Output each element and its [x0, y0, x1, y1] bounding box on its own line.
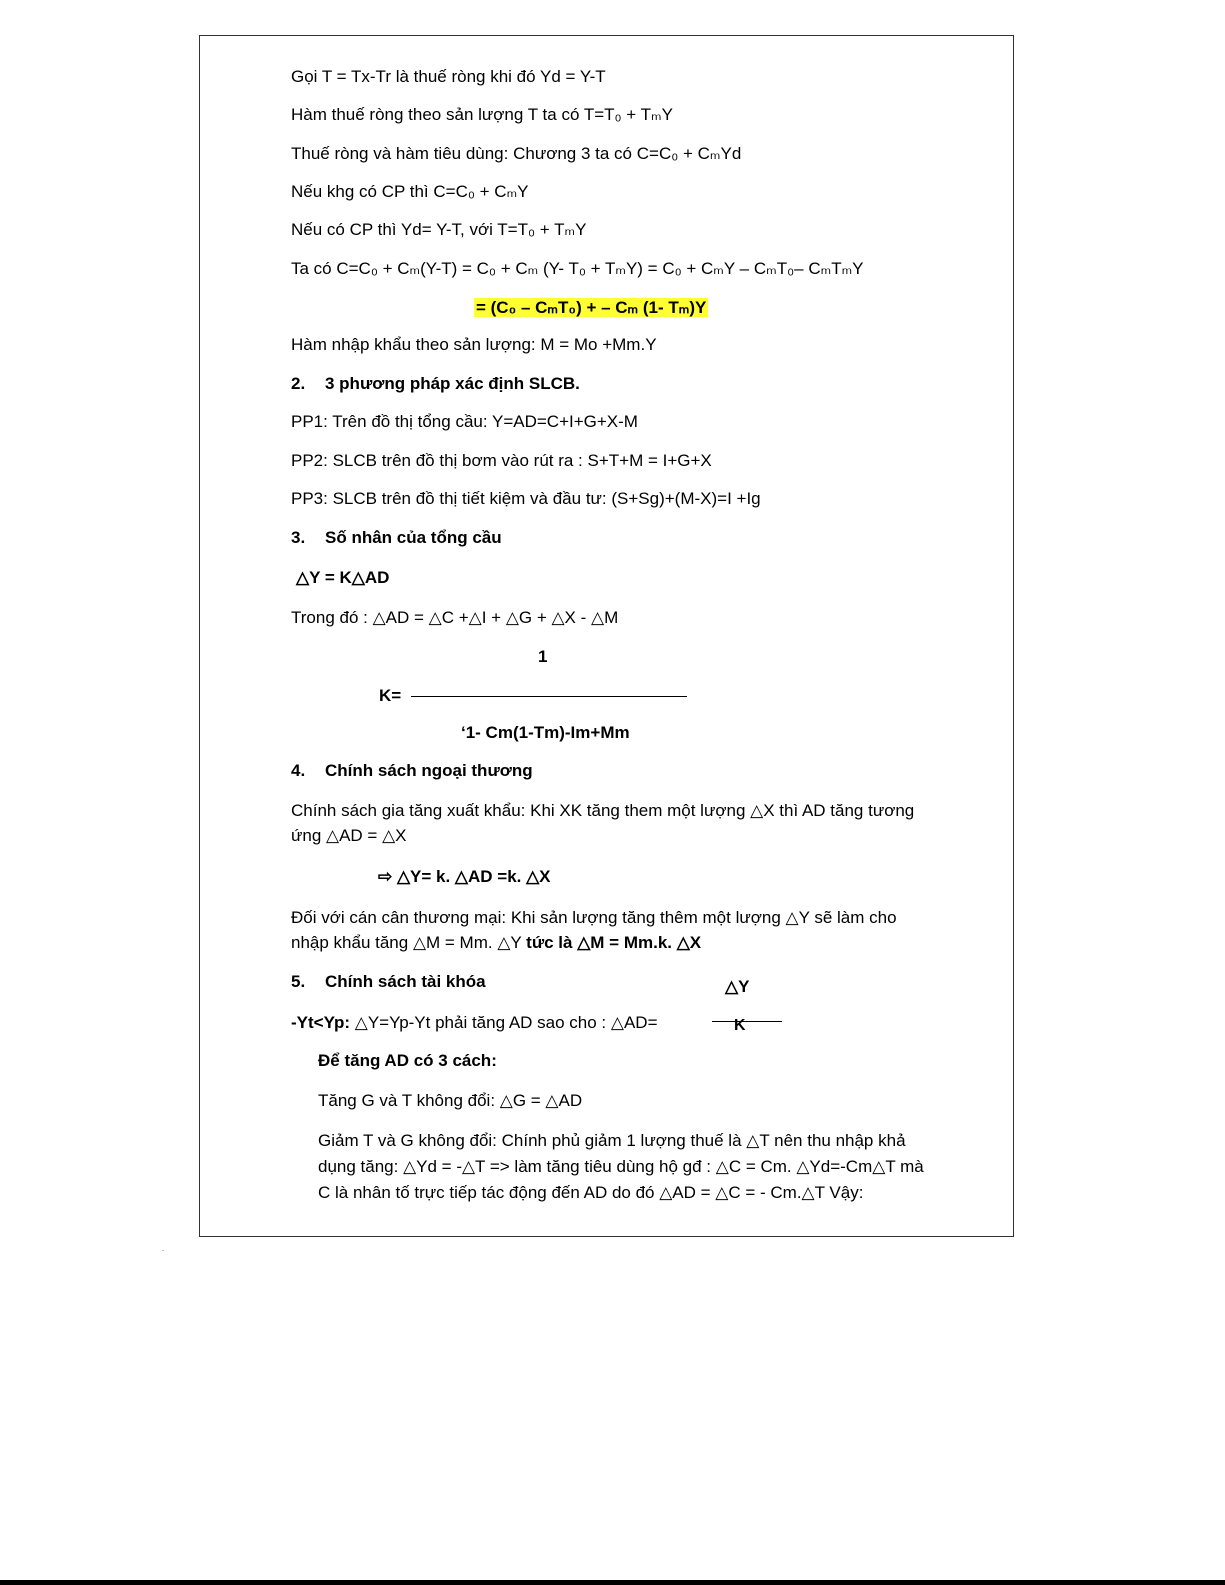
subheading: Để tăng AD có 3 cách: [318, 1051, 497, 1070]
text-line: Thuế ròng và hàm tiêu dùng: Chương 3 ta có C=C₀ + CₘYd [291, 144, 742, 163]
section-title: 3 phương pháp xác định SLCB. [325, 374, 580, 393]
text-line: C là nhân tố trực tiếp tác động đến AD do đó △AD = △C = - Cm.△T Vậy: [318, 1183, 864, 1202]
fraction-bar [411, 696, 687, 697]
text-line: Giảm T và G không đổi: Chính phủ giảm 1 lượng thuế là △T nên thu nhập khả [318, 1131, 906, 1150]
text-bold: tức là △M = Mm.k. △X [526, 933, 702, 952]
text-line: Gọi T = Tx-Tr là thuế ròng khi đó Yd = Y-T [291, 67, 606, 86]
section-number: 5. [291, 972, 306, 991]
condition-text: △Y=Yp-Yt phải tăng AD sao cho : △AD= [350, 1013, 658, 1032]
highlight-text: = (C₀ – CₘT₀) + – Cₘ (1- Tₘ)Y [476, 298, 707, 317]
condition-label: -Yt<Yp: [291, 1013, 351, 1032]
text-line [291, 933, 701, 953]
section-title: Chính sách ngoại thương [325, 761, 533, 780]
text-line: dụng tăng: △Yd = -△T => làm tăng tiêu dùng hộ gđ : △C = Cm. △Yd=-Cm△T mà [318, 1157, 924, 1176]
text-line: Đối với cán cân thương mại: Khi sản lượng tăng thêm một lượng △Y sẽ làm cho [291, 908, 897, 927]
fraction-numerator: 1 [538, 647, 548, 666]
text-line: Ta có C=C₀ + Cₘ(Y-T) = C₀ + Cₘ (Y- T₀ + TₘY) = C₀ + CₘY – CₘT₀– CₘTₘY [291, 259, 864, 278]
text-line: PP3: SLCB trên đồ thị tiết kiệm và đầu tư: (S+Sg)+(M-X)=I +Ig [291, 489, 761, 508]
scan-speck [162, 1250, 164, 1251]
section-heading-5 [291, 972, 486, 992]
section-number: 4. [291, 761, 306, 780]
highlighted-formula [474, 298, 708, 318]
text-line: Nếu khg có CP thì C=C₀ + CₘY [291, 182, 529, 201]
fraction-denominator: K [734, 1017, 746, 1034]
section-heading-2 [291, 374, 580, 394]
text-line: Chính sách gia tăng xuất khẩu: Khi XK tăng them một lượng △X thì AD tăng tương [291, 801, 915, 820]
text-line: Trong đó : △AD = △C +△I + △G + △X - △M [291, 608, 619, 627]
section-title: Số nhân của tổng cầu [325, 528, 502, 547]
multiplier-formula: △Y = K△AD [296, 568, 390, 587]
text-line: Tăng G và T không đổi: △G = △AD [318, 1091, 583, 1110]
text-line: PP2: SLCB trên đồ thị bơm vào rút ra : S+T+M = I+G+X [291, 451, 712, 470]
condition-line [291, 1013, 658, 1033]
text-line: Nếu có CP thì Yd= Y-T, với T=T₀ + TₘY [291, 220, 587, 239]
text-line: Hàm thuế ròng theo sản lượng T ta có T=T₀ + TₘY [291, 105, 673, 124]
page-bottom-edge [0, 1580, 1225, 1585]
text-line: PP1: Trên đồ thị tổng cầu: Y=AD=C+I+G+X-M [291, 412, 638, 431]
fraction-bar [712, 1021, 782, 1022]
fraction-numerator: △Y [725, 977, 750, 996]
fraction-label: K= [379, 686, 402, 705]
text-line: ứng △AD = △X [291, 826, 407, 845]
section-number: 2. [291, 374, 306, 393]
section-title: Chính sách tài khóa [325, 972, 486, 991]
text-line: Hàm nhập khẩu theo sản lượng: M = Mo +Mm.Y [291, 335, 657, 354]
section-heading-4 [291, 761, 533, 781]
section-number: 3. [291, 528, 306, 547]
implies-formula: ⇨ △Y= k. △AD =k. △X [378, 867, 551, 886]
section-heading-3 [291, 528, 502, 548]
text-normal: nhập khẩu tăng △M = Mm. △Y [291, 933, 527, 952]
fraction-denominator: ‘1- Cm(1-Tm)-Im+Mm [461, 723, 630, 742]
